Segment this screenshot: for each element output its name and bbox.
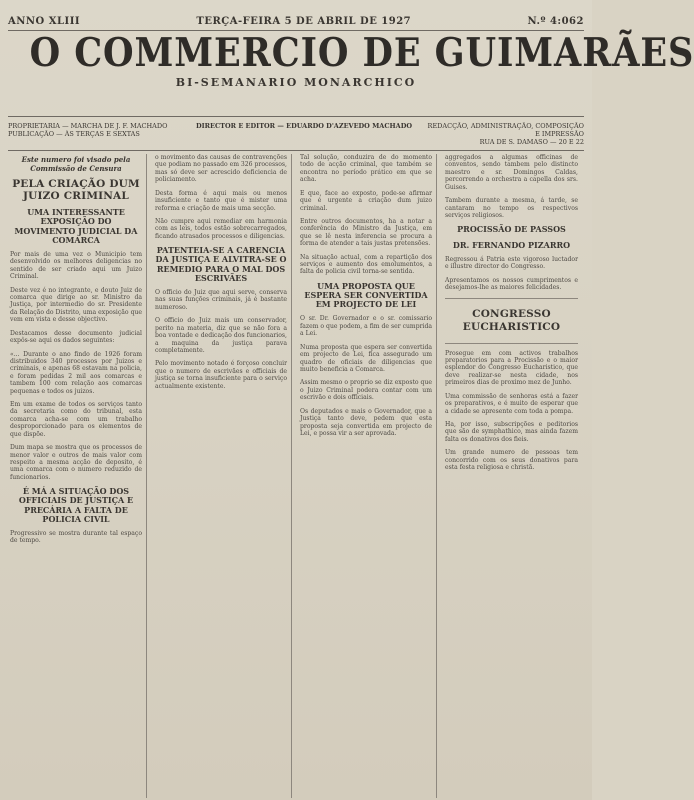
paragraph: aggregados a algumas officinas de conventos, sendo tambem pelo distincto maestro e sr. Domingos Caldas, percorrendo a orchestra a capella dos srs. Guises. [445, 154, 578, 191]
column-4 [445, 154, 582, 798]
column-1 [10, 154, 147, 798]
subheadline-1: UMA INTERESSANTE EXPOSIÇÃO DO MOVIMENTO JUDICIAL DA COMARCA [14, 207, 138, 245]
subheadline-2: É MÁ A SITUAÇÃO DOS OFFICIAIS DE JUSTIÇA E PRECÁRIA A FALTA DE POLICIA CIVIL [18, 486, 134, 524]
right-info-2: RUA DE S. DAMASO — 20 E 22 [479, 138, 584, 147]
subheadline-6: DR. FERNANDO PIZARRO [452, 239, 571, 250]
paragraph: Uma commissão de senhoras está a fazer os preparativos, e é muito de esperar que a cidade se apresente com toda a pompa. [445, 392, 578, 415]
paragraph: Tal solução, conduzira de do momento todo de acção criminal, que também se encontra no período prático em que se acha. [300, 154, 432, 184]
volume-label: ANNO XLIII [8, 15, 81, 27]
paragraph: Não cumpre aqui remediar em harmonia com as leis, todos estão sobrecarregados, ficando atrasados processos e diligencias. [155, 217, 287, 240]
main-headline: PELA CRIAÇÃO DUM JUIZO CRIMINAL [12, 178, 140, 203]
subheadline-5: PROCISSÃO DE PASSOS [457, 224, 566, 235]
right-info [424, 122, 584, 146]
paragraph: Em um exame de todos os serviços tanto da secretaria como do tribunal, esta comarca acha-se com um trabalho desproporcionado para os elementos de que dispõe. [10, 401, 142, 438]
paragraph: Os deputados e mais o Governador, que a Justiça tanto deve, pedem que esta proposta seja convertida em projecto de Lei, e possa vir a ser aprovada. [300, 407, 432, 437]
congress-title-box [445, 298, 578, 343]
paragraph: Tambem durante a mesma, á tarde, se cantaram no tempo os respectivos serviços religiosos. [445, 197, 578, 219]
article-columns [10, 154, 582, 798]
paragraph: O officio do Juiz mais um conservador, perito na materia, diz que se não fora a boa vontade e dedicação dos funcionarios, a maquina da justiça parava completamente. [155, 317, 287, 354]
paragraph: Entre outros documentos, ha a notar a conferência do Ministro da Justiça, em que se lê nesta inferencia se procura a forma de atender a tais justas pretensões. [300, 217, 432, 248]
masthead-info-row [8, 122, 584, 146]
subheadline-3: PATENTEIA-SE A CARENCIA DA JUSTIÇA E ALVITRA-SE O REMEDIO PARA O MAL DOS ESCRIVÃES [155, 245, 287, 283]
paragraph: Numa proposta que espera ser convertida em projecto de Lei, fica assegurado um quadro de oficiais de diligencias que muito beneficia a Comarca. [300, 343, 432, 373]
paragraph: Pelo movimento notado é forçoso concluir que o numero de escrivães e officiais de justiça se torna insuficiente para o serviço actualmente existente. [155, 360, 287, 390]
paragraph: Na situação actual, com a repartição dos serviços e aumento dos emolumentos, a falta de policia civil torna-se sentida. [300, 253, 432, 276]
paragraph: Regressou á Patria este vigoroso luctador e illustre director do Congresso. [445, 255, 578, 271]
paragraph: O sr. Dr. Governador e o sr. comissario fazem o que podem, a fim de ser cumprida a Lei. [300, 315, 432, 338]
censorship-notice: Este numero foi visado pela Commissão de Censura [21, 155, 131, 173]
header-top-line [8, 12, 584, 31]
subheadline-4: UMA PROPOSTA QUE ESPERA SER CONVERTIDA EM PROJECTO DE LEI [304, 280, 428, 310]
masthead [0, 30, 694, 89]
column-3 [300, 154, 437, 798]
paragraph: Ha, por isso, subscripções e peditorios que são de symphathico, mas ainda fazem falta os donativos dos fieis. [445, 420, 578, 443]
header-divider-1 [8, 116, 584, 117]
paragraph: Deste vez é no integrante, e douto Juiz de comarca que dirige ao sr. Ministro da Justiça, por intermedio do sr. Presidente da Relação do Distrito, uma exposição que vem em vista e desse objectivo. [10, 286, 142, 324]
left-info-2: PUBLICAÇÃO — ÀS TERÇAS E SEXTAS [8, 130, 140, 139]
paragraph: Desta forma é aqui mais ou menos insuficiente e tanto que é mister uma reforma e criação de mais uma secção. [155, 189, 287, 212]
paragraph: O officio do Juiz que aqui serve, conserva nas suas funções criminais, já é bastante numeroso. [155, 288, 287, 311]
newspaper-subtitle: BI-SEMANARIO MONARCHICO [175, 76, 417, 89]
right-info-1: REDACÇÃO, ADMINISTRAÇÃO, COMPOSIÇÃO E IMPRESSÃO [427, 122, 584, 139]
header-divider-2 [8, 150, 584, 151]
issue-number: N.º 4:062 [527, 15, 584, 27]
paragraph: o movimento das causas de contravenções que podiam no passado em 326 processos, mas só deve ser acrescido deficiencia de policiamento. [155, 154, 287, 184]
date-label: TERÇA-FEIRA 5 DE ABRIL DE 1927 [196, 15, 412, 27]
paragraph: Assim mesmo o proprio se diz exposto que o Juizo Criminal podera contar com um escrivão e dois officiais. [300, 379, 432, 402]
paragraph: Destacamos desse documento judicial expôs-se aqui os dados seguintes: [10, 329, 142, 345]
column-2 [155, 154, 292, 798]
newspaper-title: O COMMERCIO DE GUIMARÃES [29, 30, 694, 76]
paragraph: Um grande numero de pessoas tem concorrido com os seus donativos para esta festa religiosa e christã. [445, 449, 578, 472]
left-info-1: PROPRIETARIA — MARCHA DE J. F. MACHADO [8, 122, 168, 130]
paragraph: «... Durante o ano findo de 1926 foram distribuidos 340 processos por Juizos e criminais, e apenas 68 estavam na policia, e foram pedidas 2 mil aos comarcas e tambem 100 com relação aos comarcas pequenas e todos os juizos. [10, 350, 142, 395]
center-info: DIRECTOR E EDITOR — EDUARDO D'AZEVEDO MACHADO [195, 122, 413, 130]
subheadline-7: CONGRESSO EUCHARISTICO [462, 308, 561, 333]
paragraph: Dum mapa se mostra que os processos de menor valor e outros de mais valor com respeito a mesma acção de deposito, é uma comarca com o numero reduzido de funcionarios. [10, 444, 142, 481]
left-info [8, 122, 184, 146]
paragraph: Prosegue em com activos trabalhos preparatorios para a Procissão e o maior esplendor do Congresso Eucharistico, que deve realizar-se nesta cidade, nos primeiros dias de proximo mez de Junho. [445, 349, 578, 387]
paragraph: Por mais de uma vez o Municipio tem desenvolvido os melhores deligencias no sentido de ser criado aqui um Juizo Criminal. [10, 250, 142, 281]
paragraph: Apresentamos os nossos cumprimentos e desejamos-lhe as maiores felicidades. [445, 276, 578, 292]
paragraph: E que, face ao exposto, pode-se afirmar que é urgente a criação dum juizo criminal. [300, 189, 432, 212]
paragraph: Progressivo se mostra durante tal espaço de tempo. [10, 530, 142, 545]
